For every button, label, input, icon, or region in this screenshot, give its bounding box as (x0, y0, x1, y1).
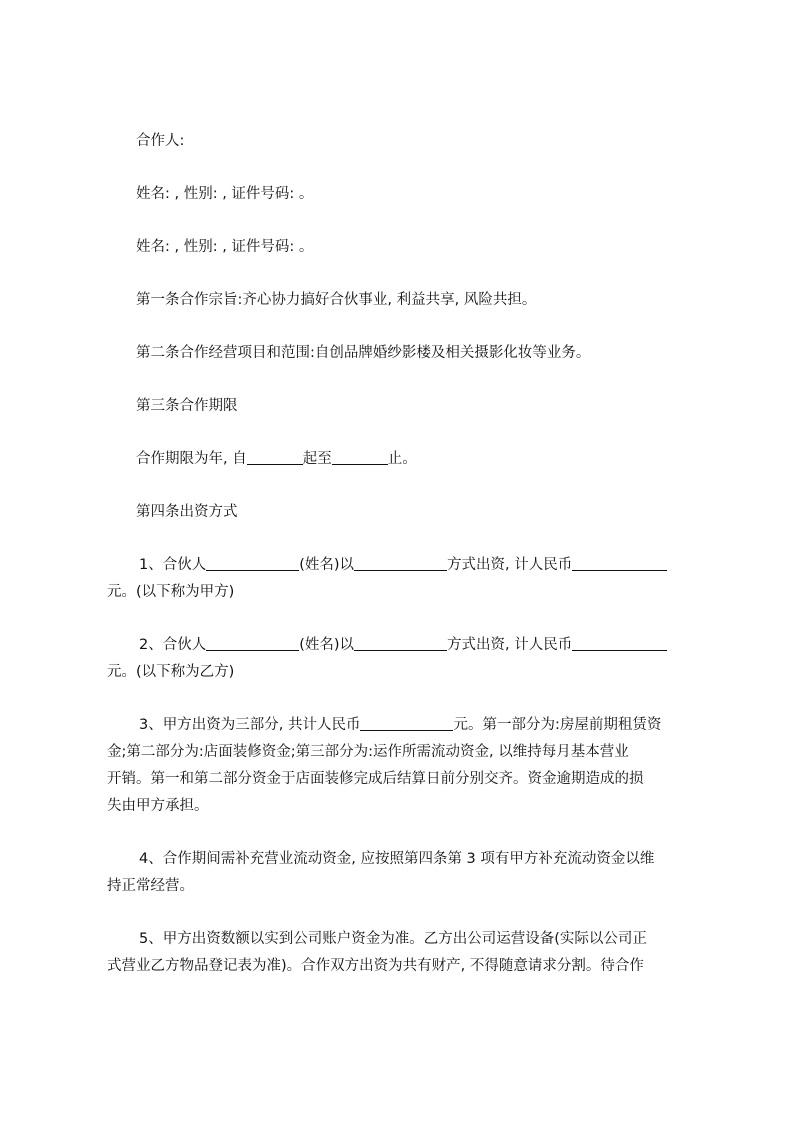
clause-2-line-2: 元。(以下称为乙方) (107, 664, 235, 680)
clause-2-num: 2、合伙人 (139, 637, 207, 653)
clause-5-line-1: 5、甲方出资数额以实到公司账户资金为准。乙方出公司运营设备(实际以公司正 (139, 931, 647, 947)
clause-3-line-2: 金;第二部分为:店面装修资金;第三部分为:运作所需流动资金, 以维持每月基本营业 (107, 744, 629, 760)
clause-3-prefix: 3、甲方出资为三部分, 共计人民币 (139, 717, 361, 733)
term-prefix: 合作期限为年, 自 (136, 451, 247, 467)
clause-3-line-1 (107, 712, 707, 739)
article-4-title: 第四条出资方式 (136, 504, 238, 520)
start-date-blank[interactable] (247, 448, 303, 465)
end-date-blank[interactable] (332, 448, 388, 465)
clause-2-name-part: (姓名)以 (299, 637, 355, 653)
clause-1-name-part: (姓名)以 (299, 557, 355, 573)
clause-1-line-1 (107, 552, 707, 579)
clause-3-amount-blank[interactable] (360, 714, 453, 731)
clause-1-line-2: 元。(以下称为甲方) (107, 584, 235, 600)
clause-2-line-1 (107, 632, 707, 659)
partners-heading: 合作人: (136, 133, 185, 149)
clause-3-line-3: 开销。第一和第二部分资金于店面装修完成后结算日前分别交齐。资金逾期造成的损 (107, 771, 644, 787)
clause-2-mode-blank[interactable] (354, 634, 447, 651)
clause-4-line-2: 持正常经营。 (107, 878, 194, 894)
clause-1-num: 1、合伙人 (139, 557, 207, 573)
clause-1-amount-blank[interactable] (572, 554, 667, 571)
clause-1-name-blank[interactable] (206, 554, 299, 571)
article-2: 第二条合作经营项目和范围:自创品牌婚纱影楼及相关摄影化妆等业务。 (136, 345, 591, 361)
term-line (107, 446, 707, 473)
term-middle: 起至 (302, 451, 332, 467)
clause-5-line-2: 式营业乙方物品登记表为准)。合作双方出资为共有财产, 不得随意请求分割。待合作 (107, 958, 644, 974)
clause-1-mode-part: 方式出资, 计人民币 (447, 557, 573, 573)
clause-2-name-blank[interactable] (206, 634, 299, 651)
partner-line-2: 姓名: , 性别: , 证件号码: 。 (136, 239, 314, 255)
clause-3-line-4: 失由甲方承担。 (107, 798, 209, 814)
clause-2-amount-blank[interactable] (572, 634, 667, 651)
clause-1-mode-blank[interactable] (354, 554, 447, 571)
clause-4-line-1: 4、合作期间需补充营业流动资金, 应按照第四条第 3 项有甲方补充流动资金以维 (139, 851, 655, 867)
clause-3-after-blank: 元。第一部分为:房屋前期租赁资 (453, 717, 662, 733)
article-3-title: 第三条合作期限 (136, 398, 238, 414)
clause-2-mode-part: 方式出资, 计人民币 (447, 637, 573, 653)
article-1: 第一条合作宗旨:齐心协力搞好合伙事业, 利益共享, 风险共担。 (136, 292, 537, 308)
partner-line-1: 姓名: , 性别: , 证件号码: 。 (136, 186, 314, 202)
term-suffix: 止。 (387, 451, 417, 467)
